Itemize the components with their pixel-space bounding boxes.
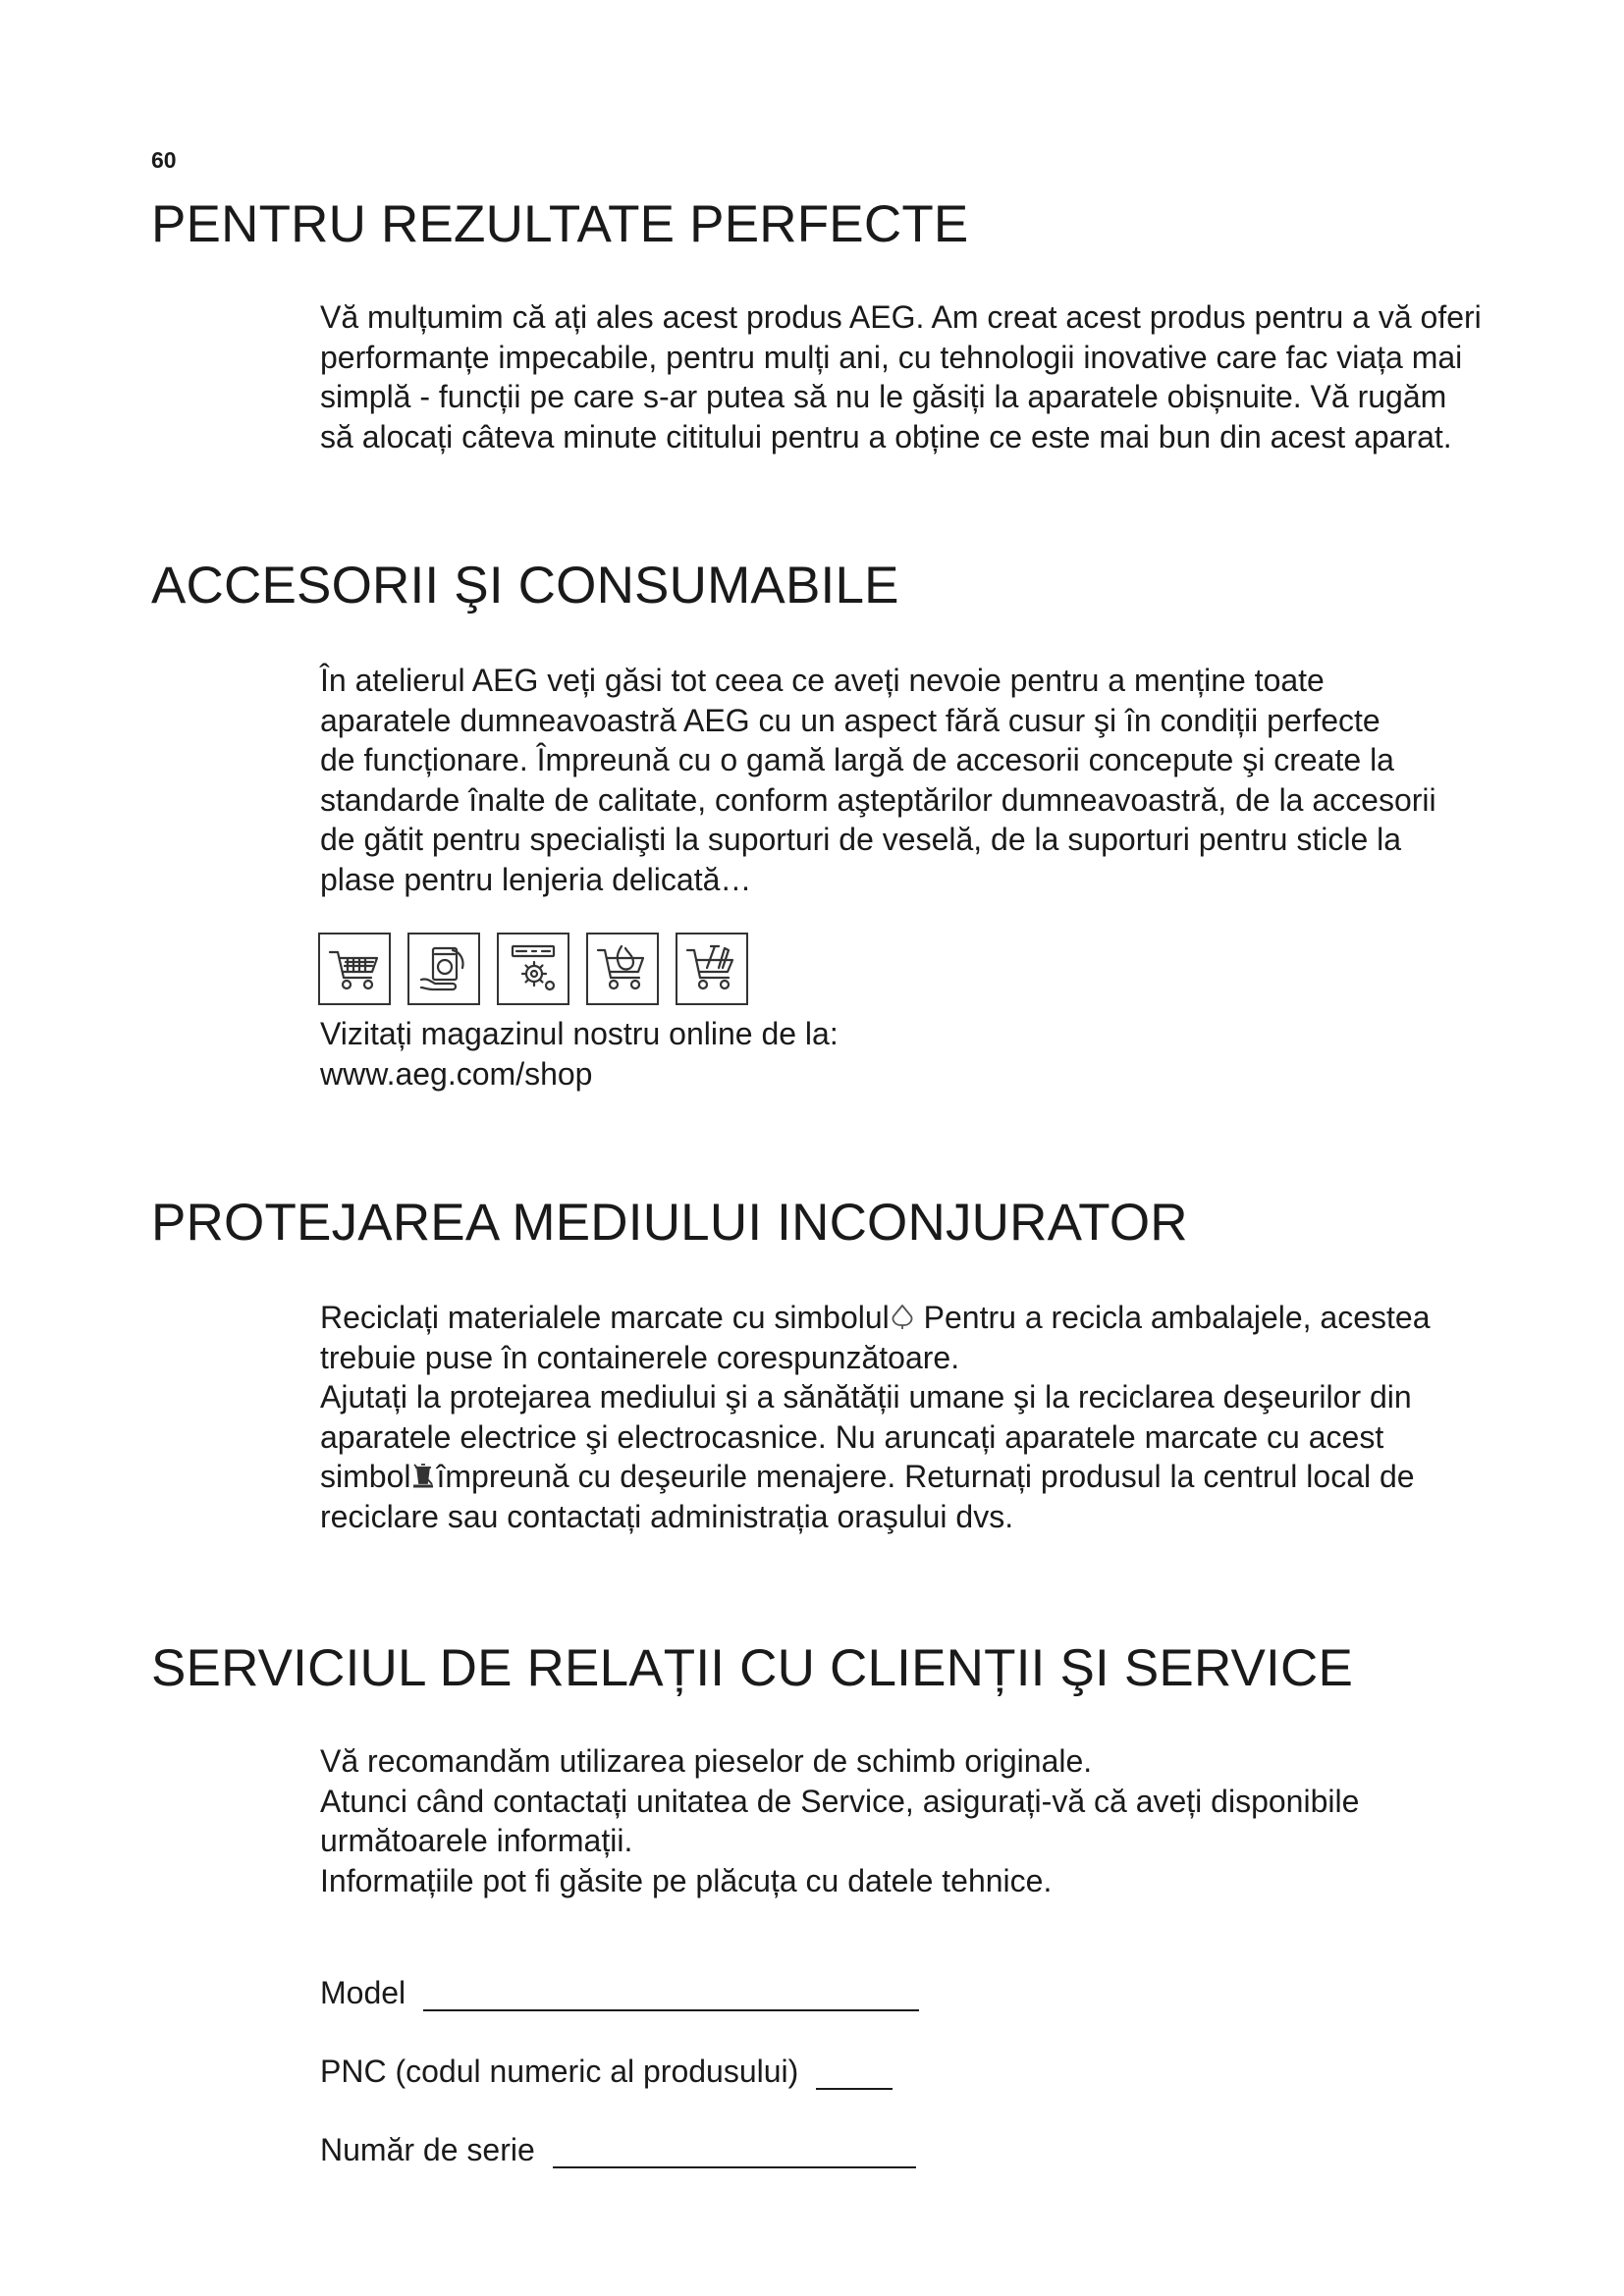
perfect-results-text: [320, 297, 1597, 456]
text-line: [320, 1298, 1597, 1338]
text-segment: Reciclați materialele marcate cu simbolul: [320, 1300, 890, 1335]
text-segment: împreună cu deşeurile menajere. Returnați produsul la centrul local de: [436, 1459, 1415, 1494]
text-segment: simbol: [320, 1459, 411, 1494]
heading-accessories: ACCESORII ŞI CONSUMABILE: [151, 557, 899, 614]
text-line: Vă mulțumim că ați ales acest produs AEG. Am creat acest produs pentru a vă oferi: [320, 299, 1482, 335]
text-line: reciclare sau contactați administrația oraşului dvs.: [320, 1498, 1014, 1534]
text-line: În atelierul AEG veți găsi tot ceea ce aveți nevoie pentru a menține toate: [320, 663, 1325, 698]
text-line: Vă recomandăm utilizarea pieselor de schimb originale.: [320, 1743, 1093, 1779]
text-line: standarde înalte de calitate, conform aşteptărilor dumneavoastră, de la accesorii: [320, 781, 1436, 818]
text-line: Atunci când contactați unitatea de Service, asigurați-vă că aveți disponibile: [320, 1783, 1360, 1819]
appliance-care-icon: [407, 933, 480, 1005]
model-label: Model: [320, 1975, 406, 2010]
text-line: de funcționare. Împreună cu o gamă largă de accesorii concepute şi create la: [320, 742, 1394, 777]
heading-service: SERVICIUL DE RELAȚII CU CLIENȚII ŞI SERVICE: [151, 1639, 1354, 1697]
text-line: performanțe impecabile, pentru mulți ani, cu tehnologii inovative care fac viața mai: [320, 339, 1463, 375]
text-line: de gătit pentru specialişti la suporturi de veselă, de la suporturi pentru sticle la: [320, 822, 1402, 857]
shop-url[interactable]: www.aeg.com/shop: [320, 1055, 593, 1092]
pnc-label: PNC (codul numeric al produsului): [320, 2054, 799, 2089]
text-line: plase pentru lenjeria delicată…: [320, 861, 752, 897]
text-line: Informațiile pot fi găsite pe plăcuța cu datele tehnice.: [320, 1862, 1053, 1898]
cart-cleaning-icon: [586, 933, 659, 1005]
text-line: simplă - funcții pe care s-ar putea să nu le găsiți la aparatele obișnuite. Vă rugăm: [320, 379, 1447, 414]
heading-environment: PROTEJAREA MEDIULUI INCONJURATOR: [151, 1194, 1188, 1252]
text-line: trebuie puse în containerele corespunzătoare.: [320, 1339, 960, 1375]
crossed-bin-icon: [410, 1462, 436, 1489]
text-line: următoarele informații.: [320, 1823, 633, 1858]
shop-intro: Vizitați magazinul nostru online de la:: [320, 1016, 839, 1051]
text-line: aparatele dumneavoastră AEG cu un aspect fără cusur şi în condiții perfecte: [320, 702, 1380, 738]
page-number: 60: [151, 147, 177, 173]
text-line: să alocați câteva minute cititului pentru a obține ce este mai bun din acest aparat.: [320, 418, 1452, 454]
environment-text: [320, 1298, 1597, 1536]
cart-tools-icon: [676, 933, 748, 1005]
text-line: aparatele electrice şi electrocasnice. Nu aruncați aparatele marcate cu acest: [320, 1418, 1384, 1455]
shop-text: [320, 1014, 1597, 1094]
text-line: [320, 1457, 1597, 1497]
heading-perfect-results: PENTRU REZULTATE PERFECTE: [151, 195, 969, 253]
text-segment: Pentru a recicla ambalajele, acestea: [914, 1300, 1431, 1335]
serial-number-label: Număr de serie: [320, 2132, 535, 2167]
accessories-text: [320, 661, 1597, 899]
recycle-icon: [890, 1303, 915, 1330]
accessory-icons: [318, 933, 748, 1005]
appliance-settings-icon: [497, 933, 569, 1005]
pnc-field[interactable]: [320, 2054, 893, 2090]
serial-number-field[interactable]: [320, 2132, 916, 2168]
pnc-blank[interactable]: [816, 2058, 893, 2090]
service-text: [320, 1741, 1597, 1900]
model-blank[interactable]: [423, 1980, 919, 2011]
text-line: Ajutați la protejarea mediului şi a sănătății umane şi la reciclarea deşeurilor din: [320, 1379, 1412, 1415]
shopping-cart-icon: [318, 933, 391, 1005]
serial-number-blank[interactable]: [553, 2137, 916, 2168]
model-field[interactable]: [320, 1975, 919, 2011]
